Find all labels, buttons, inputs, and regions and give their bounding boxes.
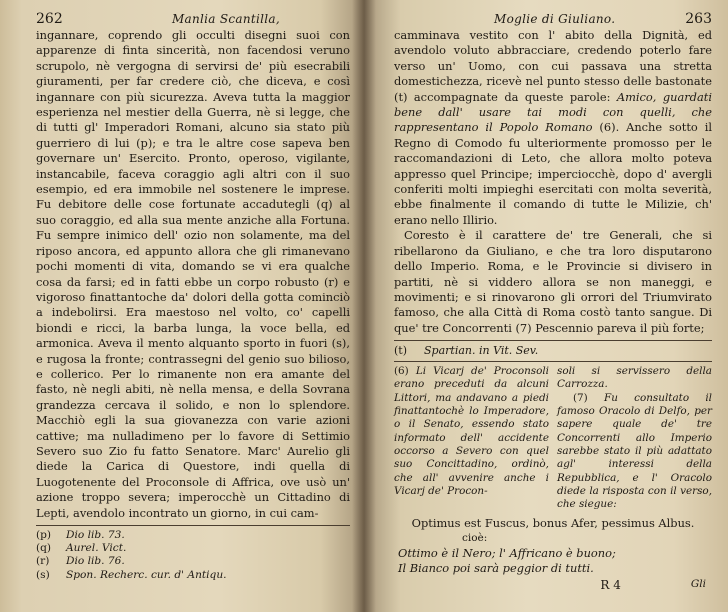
footnote-mark: (q) [36,542,52,555]
footnote-item [36,555,350,568]
note-text: Fu consultato il famoso Oracolo di Delfo, per sapere quale de' tre Concorrenti allo Imperio sarebbe stato il più adattato agl' interessi della Repubblica, e l' Oracolo diede la risposta con il verso, che siegue: [557,391,712,511]
note-column-right [557,365,712,511]
cioe-label: cioè: [462,532,488,545]
left-footnotes [36,529,350,582]
footnote-text: Dio lib. 76. [66,555,125,568]
oracle-verse [394,516,712,576]
page-foot [394,578,712,592]
footnote-item [36,529,350,542]
right-page-paragraph-2: Coresto è il carattere de' tre Generali, che si ribellarono da Giuliano, e che tra loro disputarono dello Imperio. Roma, e le Provincie si divisero in partiti, nè si viddero allora se non maneggi, e movimenti; e si rinovarono gli orrori del Triumvirato famoso, che alla Città di Roma costò tanto sangue. Di que' tre Concorrenti (7) Pescennio pareva il più forte; [394,228,712,335]
note-mark: (6) [394,365,409,378]
note-7 [557,392,712,512]
footnote-mark: (s) [36,568,50,581]
right-page-header [394,10,712,28]
footnote-text: Spartian. in Vit. Sev. [424,344,539,358]
footnote-rule-right [394,340,712,341]
body-quote: Amico, guardati bene dall' usare tai modi con quelli, che rappresentano il Popolo Romano [394,89,712,135]
body-text-run: (6). Anche sotto il Regno di Comodo fu ulteriormente promosso per le raccomandazioni di Leto, che allora molto poteva appresso quel Principe; imperciocchè, dopo d' avergli conferiti molti impieghi esercitati con molta severità, ebbe finalmente il comando di tutte le Milizie, ch' erano nello Illirio. [394,120,712,227]
footnote-mark: (r) [36,555,50,568]
right-page-body [394,28,712,228]
footnote-t [394,344,712,357]
page-number-right: 263 [685,11,712,27]
footnote-item [36,542,350,555]
note-column-left [394,365,549,511]
translation-line-1: Ottimo è il Nero; l' Affricano è buono; [398,546,616,561]
footnote-text: Dio lib. 73. [66,529,125,541]
note-mark: (7) [573,391,588,404]
note-text: Li Vicarj de' Proconsoli erano preceduti da alcuni Littori, ma andavano a piedi finattantochè lo Imperadore, o il Senato, essendo stato informato dell' accidente occorso a Severo con quel suo Concittadino, ordinò, che all' avvenire anche i Vicarj de' Procon- [394,365,549,497]
signature-mark: R 4 [600,578,621,593]
notes-rule [394,361,712,362]
left-page-header [36,10,350,28]
translation-line-2: Il Bianco poi sarà peggior di tutti. [398,561,594,576]
body-text-run: camminava vestito con l' abito della Dignità, ed avendolo voluto abbracciare, credendo poterlo fare verso un' Uomo, con cui passava una stretta domestichezza, ricevè nel punto stesso delle bastonate (t) accompagnate da queste parole: [394,28,712,104]
footnote-text: Aurel. Vict. [66,542,127,555]
catchword: Gli [690,578,706,591]
running-head-right: Moglie di Giuliano. [494,12,616,26]
left-page-body: ingannare, coprendo gli occulti disegni suoi con apparenze di finta sincerità, non facendosi veruno scrupolo, nè vergogna di servirsi de' più esecrabili giuramenti, per far credere ciò, che diceva, e così ingannare con più sicurezza. Aveva tutta la maggior esperienza nel mestier della Guerra, nè si legge, che di tutti gl' Imperadori Romani, alcuno sia stato più guerriero di lui (p); e tra le altre cose sapeva ben governare un' Esercito. Pronto, operoso, vigilante, instancabile, faceva coraggio agli altri con il suo esempio, ed era immobile nel sostenere le imprese. Fu debitore delle cose fortunate accadutegli (q) al suo coraggio, ed alla sua mente anziche alla Fortuna. Fu sempre inimico dell' ozio non solamente, ma del riposo ancora, ed appunto allora che gli rimanevano pochi momenti di vita, domando se vi era qualche cosa da farsi; ed in fatti ebbe un corpo robusto (r) e vigoroso finattantoche da' dolori della gotta cominciò a indebolirsi. Era maestoso nel volto, co' capelli biondi e ricci, la barba lunga, la voce bella, ed armonica. Aveva il mento alquanto sporto in fuori (s), e rugosa la fronte; contrassegni del genio suo bilioso, e collerico. Per lo rimanente non era amante del fasto, nè negli abiti, nè nella mensa, e della Sovrana grandezza cercava il solido, e non lo splendore. Macchiò egli la sua giovanezza con varie azioni cattive; ma nulladimeno per lo favore di Settimio Severo suo Zio fu fatto Senatore. Marc' Aurelio gli diede la Carica di Questore, indi quella di Luogotenente del Proconsole di Affrica, ove usò un' azione troppo severa; imperocchè un Cittadino di Lepti, avendolo incontrato un giorno, in cui cam- [36,28,350,520]
right-page [364,0,728,612]
page-number-left: 262 [36,11,63,27]
footnote-rule-left [36,525,350,526]
endnotes-columns [394,365,712,511]
latin-verse: Optimus est Fuscus, bonus Afer, pessimus Albus. [411,516,695,531]
footnote-mark: (p) [36,529,52,541]
running-head-left: Manlia Scantilla, [171,12,280,26]
footnote-mark: (t) [394,344,408,358]
footnote-text: Spon. Recherc. cur. d' Antiqu. [66,568,227,581]
note-continuation: soli si servissero della Carrozza. [557,365,712,391]
footnote-item [36,569,350,582]
